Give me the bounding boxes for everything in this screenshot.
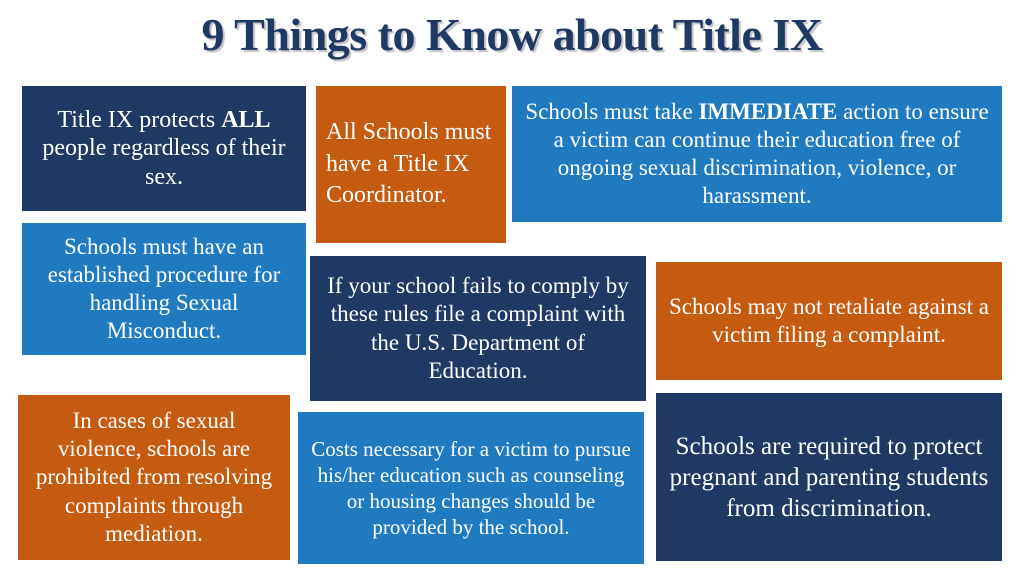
info-card-4-text: Schools must have an established procedure for handling Sexual Misconduct. [47, 233, 281, 344]
info-card-7 [18, 395, 290, 560]
page-title: 9 Things to Know about Title IX [201, 9, 823, 60]
info-card-6 [656, 262, 1002, 380]
info-card-2-text: All Schools must have a Title IX Coordinator. [326, 118, 492, 209]
info-card-6-text: Schools may not retaliate against a victim filing a complaint. [669, 293, 989, 347]
info-card-4 [22, 223, 306, 355]
info-card-9 [656, 393, 1002, 561]
info-card-5 [310, 256, 646, 401]
info-card-8-text: Costs necessary for a victim to pursue his/her education such as counseling or housing changes should be provided by the school. [311, 436, 631, 540]
info-card-1 [22, 86, 306, 211]
info-card-9-text: Schools are required to protect pregnant and parenting students from discrimination. [669, 432, 989, 522]
info-card-8 [298, 412, 644, 564]
info-card-5-text: If your school fails to comply by these rules file a complaint with the U.S. Department of Education. [327, 273, 629, 383]
info-card-2 [316, 86, 506, 243]
info-card-3 [512, 86, 1002, 222]
info-card-7-text: In cases of sexual violence, schools are prohibited from resolving complaints through mediation. [35, 408, 273, 546]
info-card-3-text: Schools must take IMMEDIATE action to ensure a victim can continue their education free of ongoing sexual discrimination, violence, or harassment. [525, 98, 989, 209]
info-card-1-text: Title IX protects ALL people regardless of their sex. [42, 107, 286, 190]
